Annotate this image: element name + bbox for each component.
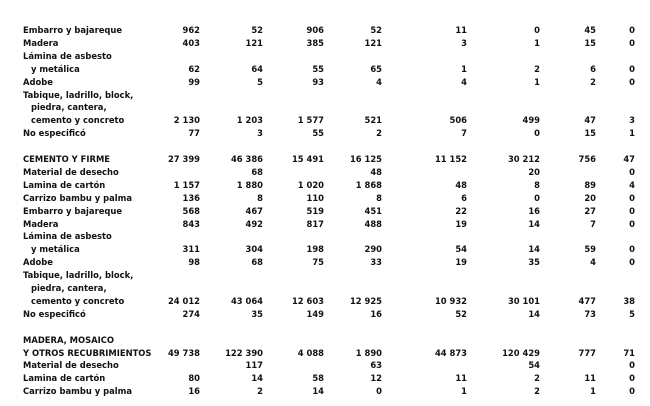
cell-value: 68 — [251, 166, 263, 177]
table-row — [0, 282, 650, 294]
cell-value: 2 — [534, 373, 540, 384]
cell-value: 55 — [312, 128, 324, 139]
row-label: cemento y concreto — [31, 295, 125, 306]
cell-value: 47 — [623, 154, 635, 164]
row-label: CEMENTO Y FIRME — [23, 154, 111, 164]
cell-value: 48 — [455, 179, 467, 190]
cell-value: 11 152 — [434, 154, 467, 164]
row-label: Tabique, ladrillo, block, — [23, 89, 134, 100]
cell-value: 2 130 — [173, 115, 200, 126]
cell-value: 0 — [629, 244, 635, 255]
cell-value: 110 — [306, 192, 324, 203]
cell-value: 8 — [534, 179, 540, 190]
table-row — [0, 295, 650, 307]
cell-value: 1 020 — [297, 179, 324, 190]
cell-value: 7 — [590, 218, 596, 229]
table-row — [0, 24, 650, 36]
cell-value: 80 — [188, 373, 200, 384]
cell-value: 149 — [306, 308, 324, 319]
cell-value: 2 — [257, 386, 263, 397]
table-row — [0, 140, 650, 152]
cell-value: 290 — [364, 244, 382, 255]
cell-value: 4 — [629, 179, 635, 190]
table-row — [0, 153, 650, 165]
cell-value: 1 — [590, 386, 596, 397]
cell-value: 59 — [584, 244, 596, 255]
cell-value: 65 — [370, 63, 382, 74]
table-row — [0, 114, 650, 126]
row-label: Lamina de cartón — [23, 179, 106, 190]
table-row — [0, 37, 650, 49]
cell-value: 117 — [245, 360, 263, 371]
cell-value: 54 — [455, 244, 467, 255]
table-row — [0, 359, 650, 371]
cell-value: 0 — [534, 25, 540, 35]
cell-value: 30 212 — [507, 154, 540, 164]
cell-value: 15 — [584, 128, 596, 139]
cell-value: 16 125 — [349, 154, 382, 164]
cell-value: 385 — [306, 37, 324, 48]
row-label: Material de desecho — [23, 166, 119, 177]
cell-value: 49 738 — [167, 347, 200, 358]
table-row — [0, 50, 650, 62]
cell-value: 1 203 — [236, 115, 263, 126]
cell-value: 2 — [534, 63, 540, 74]
cell-value: 1 890 — [355, 347, 382, 358]
row-label: Embarro y bajareque — [23, 25, 123, 35]
cell-value: 98 — [188, 257, 200, 268]
row-label: Adobe — [23, 76, 53, 87]
cell-value: 756 — [578, 154, 596, 164]
cell-value: 4 — [590, 257, 596, 268]
row-label: piedra, cantera, — [31, 283, 107, 293]
cell-value: 15 — [584, 37, 596, 48]
cell-value: 89 — [584, 179, 596, 190]
cell-value: 14 — [528, 308, 540, 319]
cell-value: 58 — [312, 373, 324, 384]
table-row — [0, 308, 650, 320]
cell-value: 3 — [461, 37, 467, 48]
row-label: y metálica — [31, 244, 80, 255]
table-row — [0, 269, 650, 281]
cell-value: 3 — [257, 128, 263, 139]
cell-value: 0 — [629, 76, 635, 87]
cell-value: 3 — [629, 115, 635, 126]
cell-value: 19 — [455, 257, 467, 268]
cell-value: 52 — [251, 25, 263, 35]
cell-value: 10 932 — [434, 295, 467, 306]
cell-value: 311 — [182, 244, 200, 255]
cell-value: 519 — [306, 205, 324, 216]
cell-value: 1 — [461, 386, 467, 397]
cell-value: 27 399 — [167, 154, 200, 164]
cell-value: 403 — [182, 37, 200, 48]
cell-value: 2 — [590, 76, 596, 87]
cell-value: 304 — [245, 244, 263, 255]
cell-value: 1 — [629, 128, 635, 139]
cell-value: 22 — [455, 205, 467, 216]
cell-value: 6 — [590, 63, 596, 74]
cell-value: 521 — [364, 115, 382, 126]
row-label: Adobe — [23, 257, 53, 268]
table-row — [0, 243, 650, 255]
cell-value: 0 — [629, 386, 635, 397]
cell-value: 15 491 — [291, 154, 324, 164]
row-label: Embarro y bajareque — [23, 205, 123, 216]
cell-value: 63 — [370, 360, 382, 371]
cell-value: 11 — [455, 373, 467, 384]
cell-value: 64 — [251, 63, 263, 74]
cell-value: 44 873 — [434, 347, 467, 358]
table-row — [0, 192, 650, 204]
cell-value: 1 — [534, 76, 540, 87]
cell-value: 62 — [188, 63, 200, 74]
cell-value: 16 — [528, 205, 540, 216]
table-row — [0, 127, 650, 139]
cell-value: 0 — [629, 63, 635, 74]
cell-value: 8 — [376, 192, 382, 203]
cell-value: 11 — [584, 373, 596, 384]
cell-value: 0 — [629, 192, 635, 203]
cell-value: 77 — [188, 128, 200, 139]
cell-value: 20 — [584, 192, 596, 203]
cell-value: 120 429 — [502, 347, 540, 358]
table-row — [0, 321, 650, 333]
table-row — [0, 256, 650, 268]
cell-value: 35 — [528, 257, 540, 268]
cell-value: 8 — [257, 192, 263, 203]
cell-value: 5 — [629, 308, 635, 319]
row-label: No especificó — [23, 128, 86, 139]
table-row — [0, 63, 650, 75]
cell-value: 6 — [461, 192, 467, 203]
row-label: Y OTROS RECUBRIMIENTOS — [23, 347, 152, 358]
row-label: MADERA, MOSAICO — [23, 334, 115, 345]
cell-value: 54 — [528, 360, 540, 371]
row-label: No especificó — [23, 308, 86, 319]
cell-value: 1 157 — [173, 179, 200, 190]
cell-value: 0 — [629, 205, 635, 216]
cell-value: 467 — [245, 205, 263, 216]
cell-value: 0 — [629, 373, 635, 384]
row-label: Material de desecho — [23, 360, 119, 371]
cell-value: 1 868 — [355, 179, 382, 190]
table-row — [0, 385, 650, 397]
cell-value: 12 — [370, 373, 382, 384]
cell-value: 16 — [188, 386, 200, 397]
cell-value: 1 — [461, 63, 467, 74]
cell-value: 5 — [257, 76, 263, 87]
cell-value: 0 — [629, 166, 635, 177]
cell-value: 12 925 — [349, 295, 382, 306]
cell-value: 817 — [306, 218, 324, 229]
cell-value: 73 — [584, 308, 596, 319]
cell-value: 0 — [629, 257, 635, 268]
cell-value: 30 101 — [507, 295, 540, 306]
cell-value: 0 — [376, 386, 382, 397]
cell-value: 121 — [364, 37, 382, 48]
cell-value: 122 390 — [225, 347, 263, 358]
table-row — [0, 334, 650, 346]
row-label: Lámina de asbesto — [23, 50, 112, 61]
cell-value: 0 — [629, 218, 635, 229]
row-label: Madera — [23, 37, 59, 48]
cell-value: 48 — [370, 166, 382, 177]
cell-value: 20 — [528, 166, 540, 177]
cell-value: 93 — [312, 76, 324, 87]
table-row — [0, 230, 650, 242]
cell-value: 136 — [182, 192, 200, 203]
cell-value: 11 — [455, 25, 467, 35]
cell-value: 55 — [312, 63, 324, 74]
cell-value: 47 — [584, 115, 596, 126]
row-label: piedra, cantera, — [31, 102, 107, 113]
cell-value: 499 — [522, 115, 540, 126]
cell-value: 1 577 — [297, 115, 324, 126]
cell-value: 19 — [455, 218, 467, 229]
cell-value: 2 — [534, 386, 540, 397]
cell-value: 962 — [182, 25, 200, 35]
cell-value: 4 — [461, 76, 467, 87]
cell-value: 274 — [182, 308, 200, 319]
cell-value: 14 — [251, 373, 263, 384]
cell-value: 68 — [251, 257, 263, 268]
cell-value: 46 386 — [230, 154, 263, 164]
cell-value: 52 — [455, 308, 467, 319]
cell-value: 12 603 — [291, 295, 324, 306]
cell-value: 0 — [629, 25, 635, 35]
cell-value: 43 064 — [230, 295, 263, 306]
table-row — [0, 205, 650, 217]
cell-value: 121 — [245, 37, 263, 48]
cell-value: 0 — [629, 37, 635, 48]
cell-value: 451 — [364, 205, 382, 216]
cell-value: 16 — [370, 308, 382, 319]
cell-value: 35 — [251, 308, 263, 319]
cell-value: 99 — [188, 76, 200, 87]
row-label: Lamina de cartón — [23, 373, 106, 384]
row-label: Carrizo bambu y palma — [23, 386, 132, 397]
cell-value: 14 — [528, 218, 540, 229]
cell-value: 52 — [370, 25, 382, 35]
table-row — [0, 101, 650, 113]
cell-value: 0 — [629, 360, 635, 371]
table-row — [0, 89, 650, 101]
cell-value: 71 — [623, 347, 635, 358]
cell-value: 27 — [584, 205, 596, 216]
cell-value: 1 880 — [236, 179, 263, 190]
table-row — [0, 76, 650, 88]
cell-value: 7 — [461, 128, 467, 139]
cell-value: 0 — [534, 128, 540, 139]
cell-value: 75 — [312, 257, 324, 268]
cell-value: 4 088 — [297, 347, 324, 358]
cell-value: 568 — [182, 205, 200, 216]
cell-value: 198 — [306, 244, 324, 255]
cell-value: 843 — [182, 218, 200, 229]
cell-value: 45 — [584, 25, 596, 35]
cell-value: 477 — [578, 295, 596, 306]
table-row — [0, 166, 650, 178]
row-label: Lámina de asbesto — [23, 231, 112, 242]
cell-value: 4 — [376, 76, 382, 87]
cell-value: 506 — [449, 115, 467, 126]
table-row — [0, 179, 650, 191]
cell-value: 906 — [306, 25, 324, 35]
cell-value: 14 — [528, 244, 540, 255]
cell-value: 1 — [534, 37, 540, 48]
table-row — [0, 372, 650, 384]
row-label: cemento y concreto — [31, 115, 125, 126]
cell-value: 24 012 — [167, 295, 200, 306]
cell-value: 14 — [312, 386, 324, 397]
row-label: Tabique, ladrillo, block, — [23, 270, 134, 281]
table-row — [0, 347, 650, 359]
row-label: y metálica — [31, 63, 80, 74]
cell-value: 0 — [534, 192, 540, 203]
cell-value: 777 — [578, 347, 596, 358]
cell-value: 488 — [364, 218, 382, 229]
cell-value: 2 — [376, 128, 382, 139]
cell-value: 492 — [245, 218, 263, 229]
cell-value: 33 — [370, 257, 382, 268]
row-label: Carrizo bambu y palma — [23, 192, 132, 203]
table-row — [0, 218, 650, 230]
row-label: Madera — [23, 218, 59, 229]
cell-value: 38 — [623, 295, 635, 306]
